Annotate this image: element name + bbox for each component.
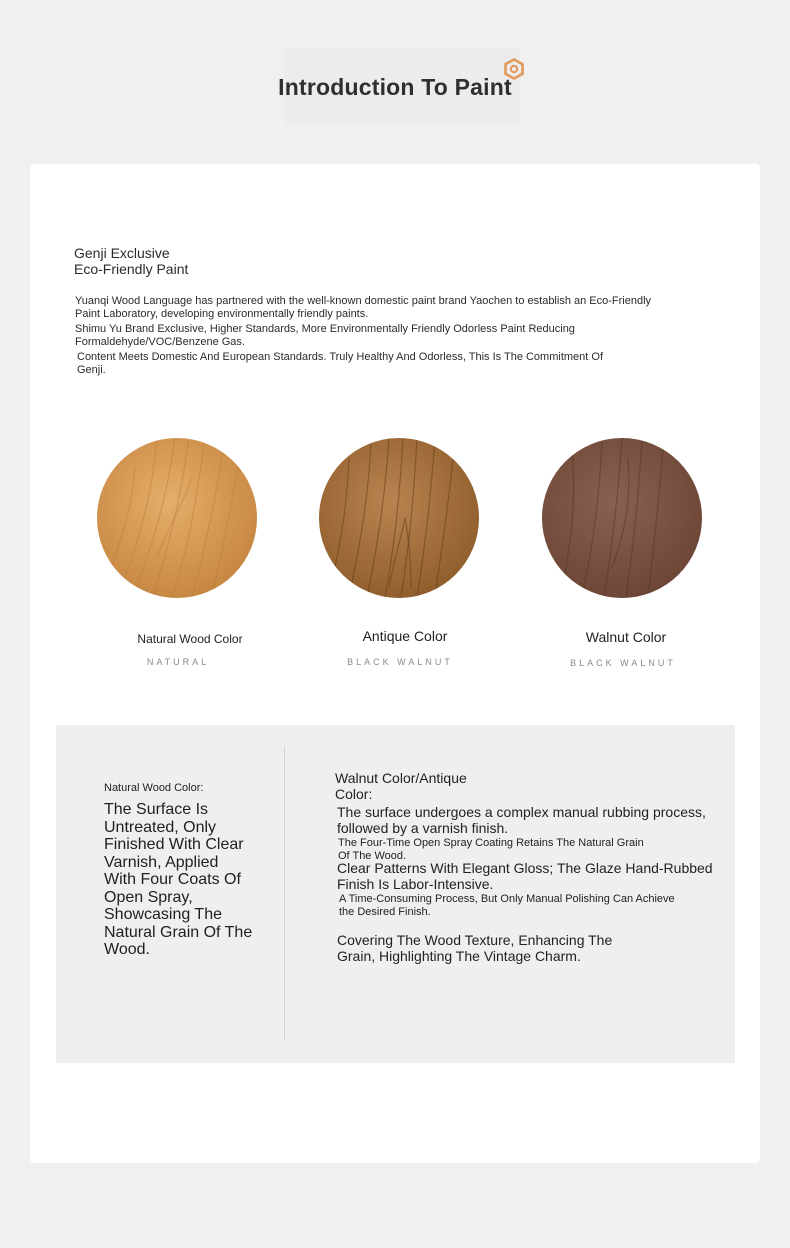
swatch-sub-walnut: BLACK WALNUT xyxy=(570,658,676,668)
swatch-name-walnut: Walnut Color xyxy=(585,629,667,645)
intro-paragraph-3: Content Meets Domestic And European Standards. Truly Healthy And Odorless, This Is The Commitment Of Genji. xyxy=(77,351,604,376)
swatch-sub-natural: NATURAL xyxy=(146,657,210,667)
intro-heading-line1: Genji Exclusive xyxy=(74,245,170,261)
finish-detail-5: Covering The Wood Texture, Enhancing The Grain, Highlighting The Vintage Charm. xyxy=(337,932,613,964)
hexagon-nut-icon xyxy=(503,58,525,80)
finish-detail-2: The Four-Time Open Spray Coating Retains The Natural Grain Of The Wood. xyxy=(338,837,644,862)
finish-detail-4: A Time-Consuming Process, But Only Manual Polishing Can Achieve the Desired Finish. xyxy=(339,893,675,918)
intro-paragraph-2: Shimu Yu Brand Exclusive, Higher Standards, More Environmentally Friendly Odorless Paint Reducing Formaldehyde/VOC/Benzene Gas. xyxy=(75,323,575,348)
natural-finish-label: Natural Wood Color: xyxy=(104,782,204,794)
natural-wood-swatch xyxy=(97,438,257,598)
page-title: Introduction To Paint xyxy=(278,74,512,100)
walnut-antique-finish-label: Walnut Color/Antique Color: xyxy=(335,770,467,802)
intro-heading xyxy=(74,245,188,277)
swatch-name-natural: Natural Wood Color xyxy=(137,632,243,646)
finish-detail-3: Clear Patterns With Elegant Gloss; The Glaze Hand-Rubbed Finish Is Labor-Intensive. xyxy=(337,860,713,892)
swatch-sub-antique: BLACK WALNUT xyxy=(347,657,453,667)
antique-color-swatch xyxy=(319,438,479,598)
intro-paragraph-1: Yuanqi Wood Language has partnered with the well-known domestic paint brand Yaochen to establish an Eco-Friendly Paint Laboratory, developing environmentally friendly paints. xyxy=(75,295,652,320)
walnut-color-swatch xyxy=(542,438,702,598)
finish-detail-1: The surface undergoes a complex manual rubbing process, followed by a varnish finish. xyxy=(337,804,706,836)
swatch-name-antique: Antique Color xyxy=(362,628,448,644)
panel-divider xyxy=(284,746,285,1041)
natural-finish-description: The Surface Is Untreated, Only Finished With Clear Varnish, Applied With Four Coats Of Open Spray, Showcasing The Natural Grain Of The Wood. xyxy=(104,801,253,958)
intro-heading-line2: Eco-Friendly Paint xyxy=(74,261,189,277)
